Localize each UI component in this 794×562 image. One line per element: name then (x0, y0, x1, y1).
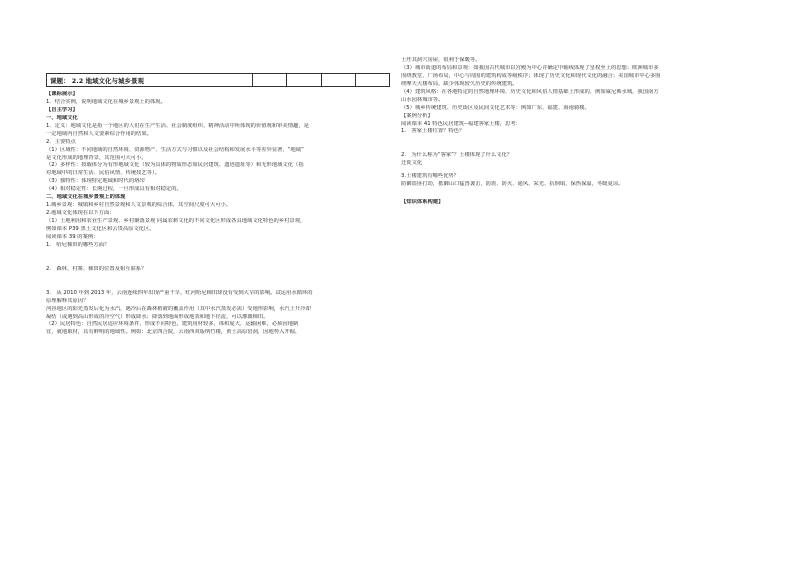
text-line: （2）多样性：按载体分为有形地域文化（较为具体的物质形态如民居建筑、遗迹遗址等）和无形地域文化（指 (46, 162, 304, 169)
left-column (46, 91, 392, 337)
spacer (46, 274, 392, 290)
text-line: 【知识体系构建】 (401, 199, 444, 206)
text-line: 是文化形成的地理背景，其范围可大可小。 (46, 154, 147, 161)
text-line: （4）相对稳定性：长期过程，一旦形成具有相对稳定的。 (46, 186, 182, 193)
text-line: 宜，就地取材，具有鲜明的地域性。例如：北京四合院，云南西双版纳竹楼，黄土高原窑洞，因地势入开掘， (46, 329, 301, 336)
header-cell (287, 74, 321, 87)
text-line: 对地域中的日常生活、民俗风情、传统技艺等）。 (46, 170, 160, 177)
text-line: 防御盗匪打劫，抵御山口猛兽袭击，防震、防火、通风、采光、抗倒塌，保热保温，冬暖夏凉。 (401, 181, 624, 188)
text-line: （3）独特性：体现特定地域和时代的烙印 (46, 178, 145, 185)
text-line: 原理解释其原因？ (46, 297, 89, 304)
text-line: （4）建筑风格：在各地特定的自然地理环境、历史文化和风俗人情基础上形成的，例如威尼斯水城，我国南方 (401, 88, 659, 95)
text-line: 一定地域内自然和人文要素综合作用的结果。 (46, 130, 152, 137)
text-line: 例如课本 P39 黑土文化区和云贵高原文化区。 (46, 225, 155, 232)
text-line: （3）城市街道的布局和景观：如我国古代城市以宫殿为中心并确定中轴线体现了皇权至上的思想；欧洲城市多 (401, 64, 659, 71)
text-line: 1.城乡景观：城镇和乡村自然景观和人文景观的综合体，其空间尺度可大可小。 (46, 202, 232, 209)
text-line: 二、地域文化在城乡景观上的体现 (46, 194, 126, 201)
text-line: 3. 从 2010 年到 2013 年，云南连续四年出现严重干旱，红河哈尼梯田却没有受到大旱的影响。试运用水循环的 (46, 289, 313, 296)
text-line: 阅读课本 39 的案例： (46, 233, 99, 240)
text-line: 山水园林城市等。 (401, 96, 444, 103)
text-line: 【案例分析】 (401, 112, 433, 119)
text-line: 土坯其洞穴房屋，很利于保暖等。 (401, 57, 481, 63)
header-cell (253, 74, 287, 87)
text-line: （5）城乡传统建筑、历史街区及民间文化艺术等：例如广东、福建、海南骑楼。 (401, 104, 590, 111)
text-line: 一、地域文化 (46, 114, 78, 121)
text-line: 1. 客家土楼位置？特色？ (401, 128, 465, 135)
text-line: 阅读课本 41 特色民居建筑--福建客家土楼，思考： (401, 120, 521, 127)
text-line: （2）民居特色：自然民居适应环境条件，形成不同特色，建筑用材较多，体积庞大，运输困难，必须因地制 (46, 321, 299, 328)
header-cell (355, 74, 389, 87)
lesson-title: 课题： 2.2 地域文化与城乡景观 (47, 74, 253, 87)
text-line: （1）区域性：不同地域的自然环境、资源物产、生活方式与习惯以及社会结构和发展水平等差异显著，“地域” (46, 146, 304, 153)
text-line: 1. 哈尼梯田的哪些方面？ (46, 241, 110, 248)
text-line: 3.土楼建筑有哪些优势？ (401, 173, 460, 180)
lesson-header-table (46, 73, 390, 87)
text-line: 【课标展示】 (46, 91, 78, 97)
text-line: 1．定义：地域文化是指一个地区的人们在生产生活、社会制度组织、精神活动中所体现的价值观和审美情趣，是 (46, 122, 309, 129)
spacer (46, 250, 392, 266)
header-cell (321, 74, 355, 87)
text-line: 2. 森林、村寨、梯田的位置及相互联系？ (46, 265, 147, 272)
text-line: （1）土地利用和农业生产景观、乡村聚落景观 同属农耕文化的不同文化区形成各具地域文化特色的乡村景观， (46, 218, 306, 224)
spacer (401, 189, 749, 199)
text-line: 凝结（或遇到高山形成的冷空气）形成降水；降落到地面形成地表和地下径流，可以灌溉梯田。 (46, 313, 269, 320)
spacer (401, 136, 749, 152)
text-line: 河谷地区的阳光蒸发后化为水汽，遇冷后在森林植被的覆盖作用（其中水汽蒸发必需）受地形影响，水汽上升冷却 (46, 305, 311, 312)
text-line: 2.地域文化体现在以下方面： (46, 210, 115, 217)
right-column (401, 57, 749, 207)
text-line: 围绕教堂、广场布局，中心与周围的建筑构成等级秩序；体现了历史文化和现代文化的融合；美国城市中心多围 (401, 72, 661, 79)
text-line: 迁徙文化 (401, 160, 423, 167)
text-line: 【自主学习】 (46, 106, 78, 113)
text-line: 2. 为什么称为“客家”？土楼体现了什么文化？ (401, 152, 513, 159)
text-line: 1．结合实例，说明地域文化在城乡景观上的体现。 (46, 98, 166, 105)
text-line: 绕摩天大楼布局，缺少体现较久历史的传统建筑。 (401, 80, 518, 87)
text-line: 2．主要特点 (46, 138, 76, 145)
